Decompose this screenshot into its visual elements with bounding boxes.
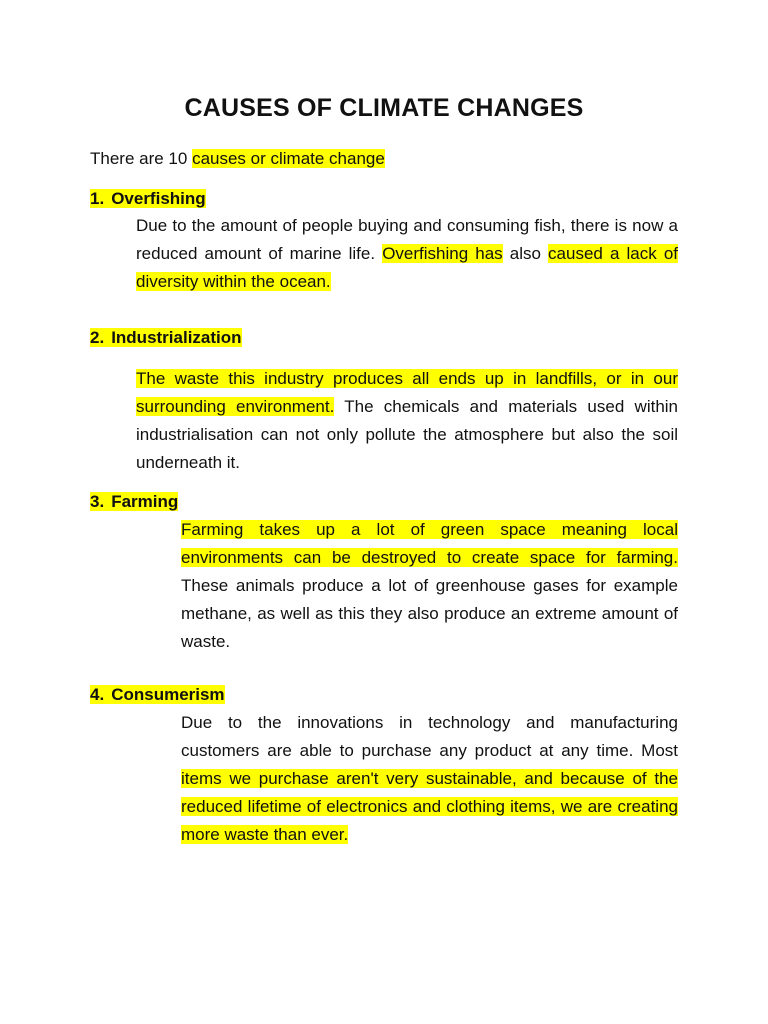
highlighted-text: The waste this industry produces all ends up in landfills, or in our surrounding environment.: [136, 369, 678, 416]
body-text: The chemicals and materials used within industrialisation can not only pollute the atmosphere but also the soil underneath it.: [136, 397, 679, 472]
section-title: Industrialization: [111, 328, 242, 347]
body-text: Due to the innovations in technology and manufacturing customers are able to purchase any product at any time. Most: [181, 713, 678, 760]
intro-line: [90, 147, 385, 171]
intro-text: There are 10: [90, 149, 193, 168]
section-number: 2.: [90, 328, 105, 347]
highlighted-text: Overfishing has: [382, 244, 503, 263]
body-text: also: [502, 244, 549, 263]
section-body: [136, 212, 678, 296]
section-heading: [90, 326, 242, 350]
section-title: Overfishing: [111, 189, 206, 208]
page-title: CAUSES OF CLIMATE CHANGES: [184, 94, 584, 122]
section-number: 1.: [90, 189, 105, 208]
section-body: [181, 516, 678, 656]
intro-highlight: causes or climate change: [192, 149, 385, 168]
section-heading: [90, 683, 225, 707]
section-title: Consumerism: [111, 685, 225, 704]
section-number: 3.: [90, 492, 105, 511]
highlighted-text: Farming takes up a lot of green space meaning local environments can be destroyed to create space for farming.: [181, 520, 678, 567]
section-body: [136, 365, 678, 477]
section-title: Farming: [111, 492, 179, 511]
section-number: 4.: [90, 685, 105, 704]
body-text: Due to the amount of people buying and consuming fish, there is now a reduced amount of marine life.: [136, 216, 678, 263]
section-heading: [90, 490, 178, 514]
section-body: [181, 709, 678, 849]
section-heading: [90, 187, 206, 211]
highlighted-text: caused a lack of diversity within the ocean.: [136, 244, 678, 291]
body-text: These animals produce a lot of greenhouse gases for example methane, as well as this they also produce an extreme amount of waste.: [181, 576, 678, 651]
highlighted-text: items we purchase aren't very sustainable, and because of the reduced lifetime of electronics and clothing items, we are creating more waste than ever.: [181, 769, 678, 844]
